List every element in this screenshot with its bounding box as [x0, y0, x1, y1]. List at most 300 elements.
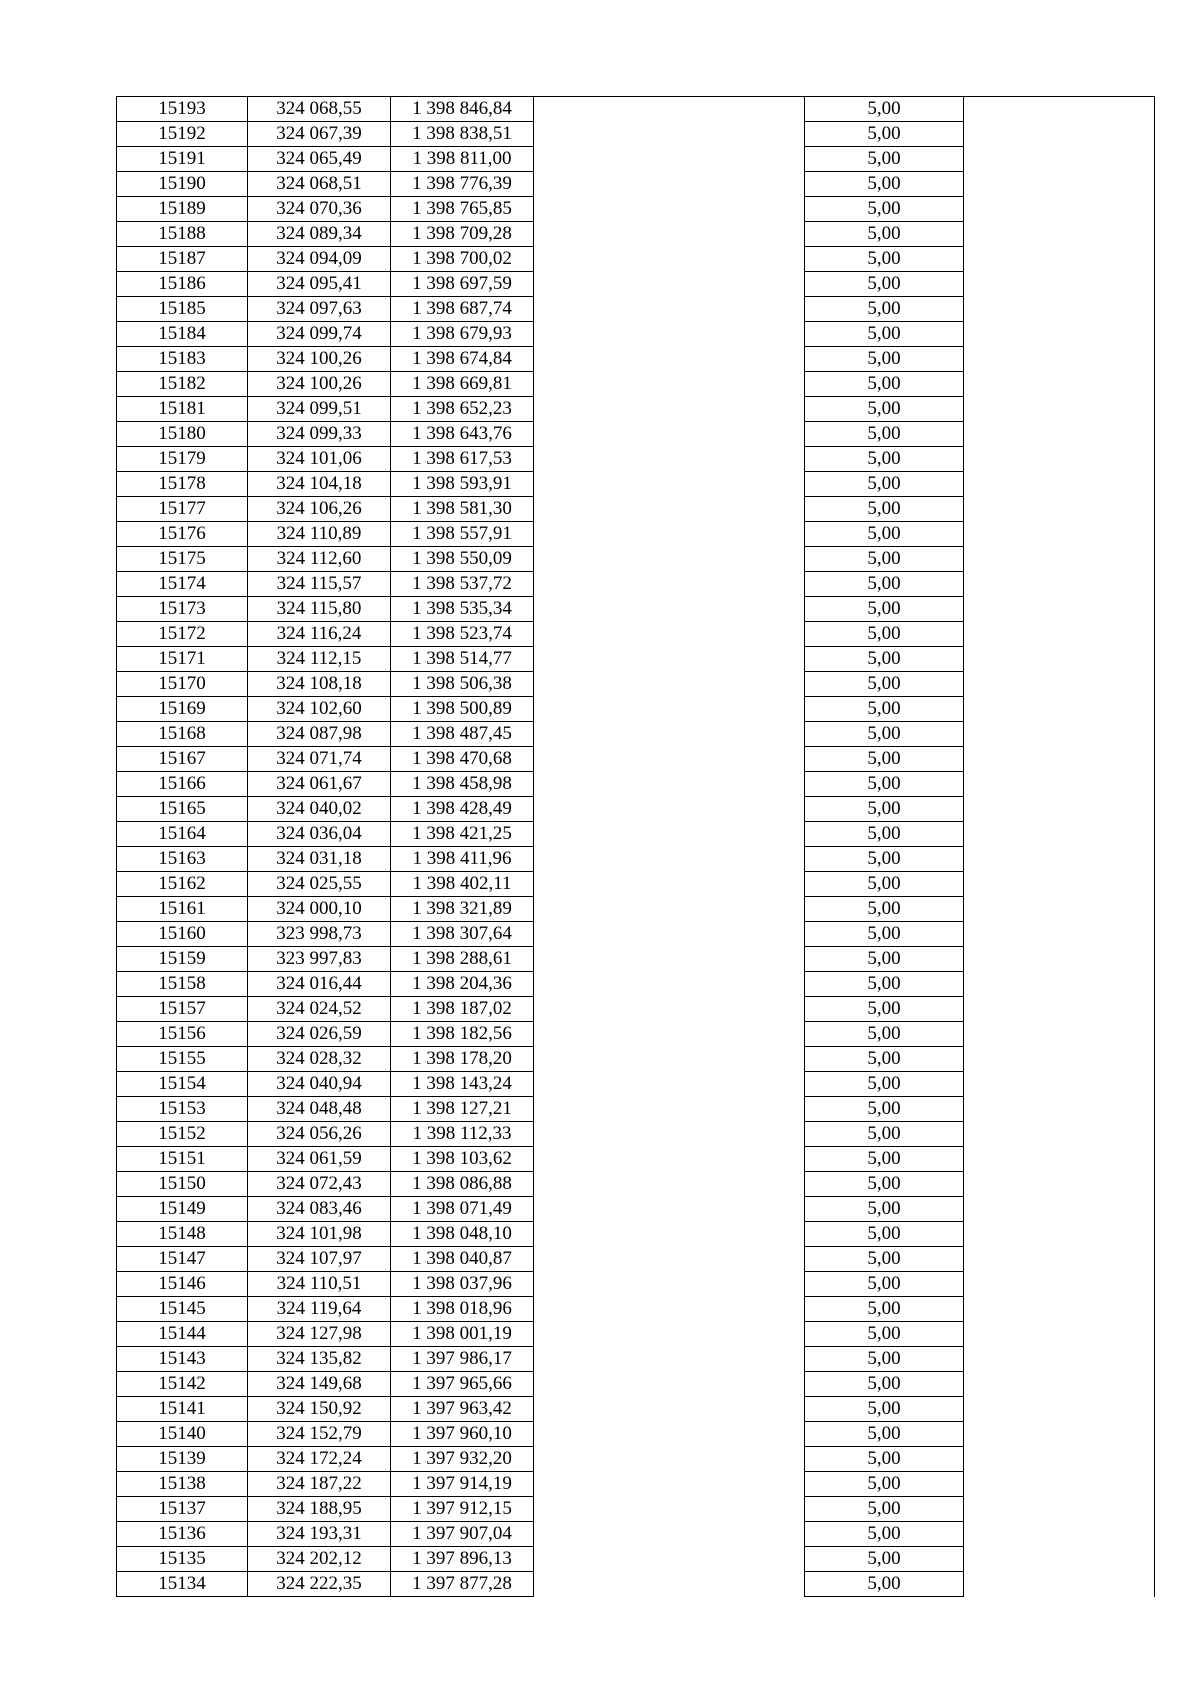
y-coordinate-cell: 1 398 421,25 — [391, 822, 534, 847]
point-number-cell: 15134 — [117, 1572, 248, 1597]
empty-cell — [534, 1422, 805, 1447]
empty-cell — [964, 322, 1155, 347]
value-cell: 5,00 — [805, 422, 964, 447]
x-coordinate-cell: 324 110,89 — [248, 522, 391, 547]
value-cell: 5,00 — [805, 347, 964, 372]
point-number-cell: 15182 — [117, 372, 248, 397]
x-coordinate-cell: 324 188,95 — [248, 1497, 391, 1522]
point-number-cell: 15158 — [117, 972, 248, 997]
empty-cell — [964, 1172, 1155, 1197]
empty-cell — [534, 972, 805, 997]
empty-cell — [964, 947, 1155, 972]
point-number-cell: 15138 — [117, 1472, 248, 1497]
value-cell: 5,00 — [805, 522, 964, 547]
value-cell: 5,00 — [805, 247, 964, 272]
x-coordinate-cell: 324 187,22 — [248, 1472, 391, 1497]
value-cell: 5,00 — [805, 722, 964, 747]
empty-cell — [964, 972, 1155, 997]
x-coordinate-cell: 324 068,51 — [248, 172, 391, 197]
y-coordinate-cell: 1 398 557,91 — [391, 522, 534, 547]
value-cell: 5,00 — [805, 797, 964, 822]
empty-cell — [534, 1047, 805, 1072]
y-coordinate-cell: 1 398 838,51 — [391, 122, 534, 147]
empty-cell — [964, 147, 1155, 172]
empty-cell — [534, 722, 805, 747]
empty-cell — [964, 397, 1155, 422]
empty-cell — [534, 1397, 805, 1422]
point-number-cell: 15136 — [117, 1522, 248, 1547]
table-row — [117, 122, 1155, 147]
point-number-cell: 15149 — [117, 1197, 248, 1222]
x-coordinate-cell: 323 998,73 — [248, 922, 391, 947]
x-coordinate-cell: 324 083,46 — [248, 1197, 391, 1222]
point-number-cell: 15168 — [117, 722, 248, 747]
empty-cell — [964, 997, 1155, 1022]
empty-cell — [534, 1022, 805, 1047]
table-row — [117, 322, 1155, 347]
empty-cell — [964, 472, 1155, 497]
empty-cell — [534, 422, 805, 447]
y-coordinate-cell: 1 398 411,96 — [391, 847, 534, 872]
y-coordinate-cell: 1 398 428,49 — [391, 797, 534, 822]
empty-cell — [534, 172, 805, 197]
value-cell: 5,00 — [805, 1022, 964, 1047]
table-row — [117, 672, 1155, 697]
empty-cell — [534, 1147, 805, 1172]
table-row — [117, 447, 1155, 472]
empty-cell — [534, 772, 805, 797]
point-number-cell: 15180 — [117, 422, 248, 447]
empty-cell — [534, 997, 805, 1022]
value-cell: 5,00 — [805, 547, 964, 572]
table-row — [117, 197, 1155, 222]
empty-cell — [964, 572, 1155, 597]
point-number-cell: 15175 — [117, 547, 248, 572]
empty-cell — [534, 397, 805, 422]
value-cell: 5,00 — [805, 1397, 964, 1422]
table-row — [117, 872, 1155, 897]
table-row — [117, 1247, 1155, 1272]
empty-cell — [534, 647, 805, 672]
value-cell: 5,00 — [805, 1222, 964, 1247]
point-number-cell: 15190 — [117, 172, 248, 197]
value-cell: 5,00 — [805, 847, 964, 872]
empty-cell — [534, 1472, 805, 1497]
table-row — [117, 1572, 1155, 1597]
table-row — [117, 497, 1155, 522]
y-coordinate-cell: 1 398 487,45 — [391, 722, 534, 747]
point-number-cell: 15159 — [117, 947, 248, 972]
table-row — [117, 1072, 1155, 1097]
value-cell: 5,00 — [805, 1197, 964, 1222]
table-row — [117, 472, 1155, 497]
point-number-cell: 15140 — [117, 1422, 248, 1447]
value-cell: 5,00 — [805, 872, 964, 897]
empty-cell — [534, 622, 805, 647]
x-coordinate-cell: 324 040,94 — [248, 1072, 391, 1097]
x-coordinate-cell: 324 099,51 — [248, 397, 391, 422]
y-coordinate-cell: 1 398 458,98 — [391, 772, 534, 797]
x-coordinate-cell: 324 104,18 — [248, 472, 391, 497]
x-coordinate-cell: 324 112,15 — [248, 647, 391, 672]
y-coordinate-cell: 1 398 687,74 — [391, 297, 534, 322]
empty-cell — [964, 522, 1155, 547]
point-number-cell: 15155 — [117, 1047, 248, 1072]
y-coordinate-cell: 1 398 500,89 — [391, 697, 534, 722]
x-coordinate-cell: 324 101,98 — [248, 1222, 391, 1247]
y-coordinate-cell: 1 398 514,77 — [391, 647, 534, 672]
y-coordinate-cell: 1 398 143,24 — [391, 1072, 534, 1097]
empty-cell — [534, 372, 805, 397]
x-coordinate-cell: 324 149,68 — [248, 1372, 391, 1397]
table-row — [117, 1297, 1155, 1322]
y-coordinate-cell: 1 397 932,20 — [391, 1447, 534, 1472]
x-coordinate-cell: 324 070,36 — [248, 197, 391, 222]
table-row — [117, 1522, 1155, 1547]
table-row — [117, 1147, 1155, 1172]
point-number-cell: 15144 — [117, 1322, 248, 1347]
value-cell: 5,00 — [805, 1447, 964, 1472]
empty-cell — [964, 1122, 1155, 1147]
value-cell: 5,00 — [805, 747, 964, 772]
empty-cell — [964, 1297, 1155, 1322]
table-row — [117, 722, 1155, 747]
x-coordinate-cell: 324 193,31 — [248, 1522, 391, 1547]
y-coordinate-cell: 1 398 307,64 — [391, 922, 534, 947]
point-number-cell: 15164 — [117, 822, 248, 847]
empty-cell — [534, 797, 805, 822]
point-number-cell: 15166 — [117, 772, 248, 797]
empty-cell — [534, 122, 805, 147]
table-row — [117, 1472, 1155, 1497]
table-row — [117, 847, 1155, 872]
table-row — [117, 1097, 1155, 1122]
y-coordinate-cell: 1 398 001,19 — [391, 1322, 534, 1347]
x-coordinate-cell: 324 112,60 — [248, 547, 391, 572]
empty-cell — [534, 1522, 805, 1547]
point-number-cell: 15181 — [117, 397, 248, 422]
empty-cell — [964, 822, 1155, 847]
value-cell: 5,00 — [805, 1297, 964, 1322]
value-cell: 5,00 — [805, 172, 964, 197]
value-cell: 5,00 — [805, 322, 964, 347]
empty-cell — [964, 1022, 1155, 1047]
y-coordinate-cell: 1 398 112,33 — [391, 1122, 534, 1147]
y-coordinate-cell: 1 397 965,66 — [391, 1372, 534, 1397]
table-row — [117, 522, 1155, 547]
x-coordinate-cell: 324 150,92 — [248, 1397, 391, 1422]
y-coordinate-cell: 1 397 960,10 — [391, 1422, 534, 1447]
point-number-cell: 15143 — [117, 1347, 248, 1372]
empty-cell — [964, 1197, 1155, 1222]
empty-cell — [534, 1297, 805, 1322]
value-cell: 5,00 — [805, 772, 964, 797]
y-coordinate-cell: 1 398 040,87 — [391, 1247, 534, 1272]
y-coordinate-cell: 1 398 593,91 — [391, 472, 534, 497]
value-cell: 5,00 — [805, 1522, 964, 1547]
value-cell: 5,00 — [805, 197, 964, 222]
empty-cell — [964, 422, 1155, 447]
x-coordinate-cell: 324 115,80 — [248, 597, 391, 622]
point-number-cell: 15191 — [117, 147, 248, 172]
empty-cell — [534, 597, 805, 622]
table-row — [117, 172, 1155, 197]
value-cell: 5,00 — [805, 572, 964, 597]
table-row — [117, 1422, 1155, 1447]
empty-cell — [534, 1247, 805, 1272]
x-coordinate-cell: 324 202,12 — [248, 1547, 391, 1572]
y-coordinate-cell: 1 398 506,38 — [391, 672, 534, 697]
y-coordinate-cell: 1 398 652,23 — [391, 397, 534, 422]
empty-cell — [534, 447, 805, 472]
table-row — [117, 1222, 1155, 1247]
y-coordinate-cell: 1 397 912,15 — [391, 1497, 534, 1522]
x-coordinate-cell: 324 026,59 — [248, 1022, 391, 1047]
value-cell: 5,00 — [805, 372, 964, 397]
empty-cell — [534, 572, 805, 597]
empty-cell — [534, 1172, 805, 1197]
table-row — [117, 622, 1155, 647]
empty-cell — [964, 722, 1155, 747]
table-row — [117, 697, 1155, 722]
empty-cell — [534, 1272, 805, 1297]
empty-cell — [534, 697, 805, 722]
value-cell: 5,00 — [805, 622, 964, 647]
value-cell: 5,00 — [805, 472, 964, 497]
value-cell: 5,00 — [805, 1122, 964, 1147]
empty-cell — [534, 197, 805, 222]
y-coordinate-cell: 1 398 709,28 — [391, 222, 534, 247]
value-cell: 5,00 — [805, 1097, 964, 1122]
x-coordinate-cell: 324 152,79 — [248, 1422, 391, 1447]
empty-cell — [964, 1572, 1155, 1597]
table-row — [117, 922, 1155, 947]
y-coordinate-cell: 1 398 523,74 — [391, 622, 534, 647]
table-row — [117, 947, 1155, 972]
point-number-cell: 15193 — [117, 97, 248, 122]
x-coordinate-cell: 324 099,33 — [248, 422, 391, 447]
empty-cell — [534, 1222, 805, 1247]
y-coordinate-cell: 1 398 811,00 — [391, 147, 534, 172]
empty-cell — [964, 1222, 1155, 1247]
point-number-cell: 15139 — [117, 1447, 248, 1472]
y-coordinate-cell: 1 398 182,56 — [391, 1022, 534, 1047]
table-row — [117, 97, 1155, 122]
table-row — [117, 372, 1155, 397]
point-number-cell: 15147 — [117, 1247, 248, 1272]
value-cell: 5,00 — [805, 1272, 964, 1297]
x-coordinate-cell: 324 110,51 — [248, 1272, 391, 1297]
value-cell: 5,00 — [805, 1572, 964, 1597]
value-cell: 5,00 — [805, 1497, 964, 1522]
empty-cell — [534, 1197, 805, 1222]
empty-cell — [534, 1122, 805, 1147]
value-cell: 5,00 — [805, 647, 964, 672]
point-number-cell: 15188 — [117, 222, 248, 247]
empty-cell — [534, 547, 805, 572]
table-row — [117, 747, 1155, 772]
point-number-cell: 15169 — [117, 697, 248, 722]
x-coordinate-cell: 324 102,60 — [248, 697, 391, 722]
x-coordinate-cell: 324 115,57 — [248, 572, 391, 597]
empty-cell — [534, 847, 805, 872]
y-coordinate-cell: 1 398 048,10 — [391, 1222, 534, 1247]
empty-cell — [964, 97, 1155, 122]
y-coordinate-cell: 1 398 674,84 — [391, 347, 534, 372]
empty-cell — [964, 497, 1155, 522]
table-row — [117, 1372, 1155, 1397]
y-coordinate-cell: 1 398 617,53 — [391, 447, 534, 472]
point-number-cell: 15160 — [117, 922, 248, 947]
value-cell: 5,00 — [805, 272, 964, 297]
empty-cell — [964, 197, 1155, 222]
y-coordinate-cell: 1 398 288,61 — [391, 947, 534, 972]
table-row — [117, 597, 1155, 622]
empty-cell — [964, 647, 1155, 672]
point-number-cell: 15137 — [117, 1497, 248, 1522]
table-row — [117, 972, 1155, 997]
table-row — [117, 1197, 1155, 1222]
point-number-cell: 15174 — [117, 572, 248, 597]
y-coordinate-cell: 1 398 643,76 — [391, 422, 534, 447]
value-cell: 5,00 — [805, 297, 964, 322]
empty-cell — [964, 797, 1155, 822]
x-coordinate-cell: 324 065,49 — [248, 147, 391, 172]
x-coordinate-cell: 324 036,04 — [248, 822, 391, 847]
point-number-cell: 15167 — [117, 747, 248, 772]
empty-cell — [964, 597, 1155, 622]
point-number-cell: 15150 — [117, 1172, 248, 1197]
y-coordinate-cell: 1 398 581,30 — [391, 497, 534, 522]
x-coordinate-cell: 324 222,35 — [248, 1572, 391, 1597]
value-cell: 5,00 — [805, 597, 964, 622]
y-coordinate-cell: 1 398 071,49 — [391, 1197, 534, 1222]
table-row — [117, 1397, 1155, 1422]
point-number-cell: 15183 — [117, 347, 248, 372]
empty-cell — [964, 622, 1155, 647]
empty-cell — [534, 472, 805, 497]
empty-cell — [534, 872, 805, 897]
empty-cell — [964, 872, 1155, 897]
y-coordinate-cell: 1 397 914,19 — [391, 1472, 534, 1497]
point-number-cell: 15187 — [117, 247, 248, 272]
value-cell: 5,00 — [805, 97, 964, 122]
table-row — [117, 1497, 1155, 1522]
x-coordinate-cell: 324 089,34 — [248, 222, 391, 247]
empty-cell — [964, 1372, 1155, 1397]
x-coordinate-cell: 324 071,74 — [248, 747, 391, 772]
point-number-cell: 15176 — [117, 522, 248, 547]
x-coordinate-cell: 324 100,26 — [248, 347, 391, 372]
point-number-cell: 15177 — [117, 497, 248, 522]
value-cell: 5,00 — [805, 947, 964, 972]
x-coordinate-cell: 324 031,18 — [248, 847, 391, 872]
empty-cell — [964, 1447, 1155, 1472]
x-coordinate-cell: 324 106,26 — [248, 497, 391, 522]
point-number-cell: 15162 — [117, 872, 248, 897]
value-cell: 5,00 — [805, 1472, 964, 1497]
empty-cell — [964, 272, 1155, 297]
table-row — [117, 1347, 1155, 1372]
x-coordinate-cell: 324 135,82 — [248, 1347, 391, 1372]
empty-cell — [964, 1422, 1155, 1447]
table-row — [117, 1172, 1155, 1197]
x-coordinate-cell: 324 116,24 — [248, 622, 391, 647]
empty-cell — [964, 672, 1155, 697]
value-cell: 5,00 — [805, 1322, 964, 1347]
table-row — [117, 347, 1155, 372]
x-coordinate-cell: 324 172,24 — [248, 1447, 391, 1472]
y-coordinate-cell: 1 398 697,59 — [391, 272, 534, 297]
empty-cell — [964, 1497, 1155, 1522]
empty-cell — [534, 147, 805, 172]
table-row — [117, 1322, 1155, 1347]
value-cell: 5,00 — [805, 1072, 964, 1097]
y-coordinate-cell: 1 397 907,04 — [391, 1522, 534, 1547]
table-row — [117, 572, 1155, 597]
empty-cell — [964, 247, 1155, 272]
empty-cell — [534, 322, 805, 347]
point-number-cell: 15157 — [117, 997, 248, 1022]
point-number-cell: 15146 — [117, 1272, 248, 1297]
point-number-cell: 15185 — [117, 297, 248, 322]
x-coordinate-cell: 324 099,74 — [248, 322, 391, 347]
value-cell: 5,00 — [805, 397, 964, 422]
y-coordinate-cell: 1 398 700,02 — [391, 247, 534, 272]
point-number-cell: 15135 — [117, 1547, 248, 1572]
point-number-cell: 15192 — [117, 122, 248, 147]
empty-cell — [964, 1322, 1155, 1347]
point-number-cell: 15178 — [117, 472, 248, 497]
y-coordinate-cell: 1 398 470,68 — [391, 747, 534, 772]
y-coordinate-cell: 1 398 765,85 — [391, 197, 534, 222]
table-row — [117, 1547, 1155, 1572]
point-number-cell: 15186 — [117, 272, 248, 297]
table-body — [117, 97, 1155, 1597]
value-cell: 5,00 — [805, 997, 964, 1022]
empty-cell — [964, 922, 1155, 947]
x-coordinate-cell: 324 061,67 — [248, 772, 391, 797]
value-cell: 5,00 — [805, 922, 964, 947]
point-number-cell: 15156 — [117, 1022, 248, 1047]
empty-cell — [534, 97, 805, 122]
x-coordinate-cell: 323 997,83 — [248, 947, 391, 972]
y-coordinate-cell: 1 398 037,96 — [391, 1272, 534, 1297]
empty-cell — [964, 172, 1155, 197]
empty-cell — [534, 922, 805, 947]
x-coordinate-cell: 324 056,26 — [248, 1122, 391, 1147]
empty-cell — [534, 1097, 805, 1122]
empty-cell — [534, 1072, 805, 1097]
table-row — [117, 897, 1155, 922]
empty-cell — [534, 947, 805, 972]
y-coordinate-cell: 1 398 537,72 — [391, 572, 534, 597]
point-number-cell: 15171 — [117, 647, 248, 672]
x-coordinate-cell: 324 028,32 — [248, 1047, 391, 1072]
table-row — [117, 997, 1155, 1022]
value-cell: 5,00 — [805, 972, 964, 997]
x-coordinate-cell: 324 025,55 — [248, 872, 391, 897]
table-row — [117, 647, 1155, 672]
value-cell: 5,00 — [805, 672, 964, 697]
table-row — [117, 1272, 1155, 1297]
table-row — [117, 222, 1155, 247]
table-row — [117, 147, 1155, 172]
x-coordinate-cell: 324 087,98 — [248, 722, 391, 747]
x-coordinate-cell: 324 100,26 — [248, 372, 391, 397]
x-coordinate-cell: 324 119,64 — [248, 1297, 391, 1322]
y-coordinate-cell: 1 397 877,28 — [391, 1572, 534, 1597]
